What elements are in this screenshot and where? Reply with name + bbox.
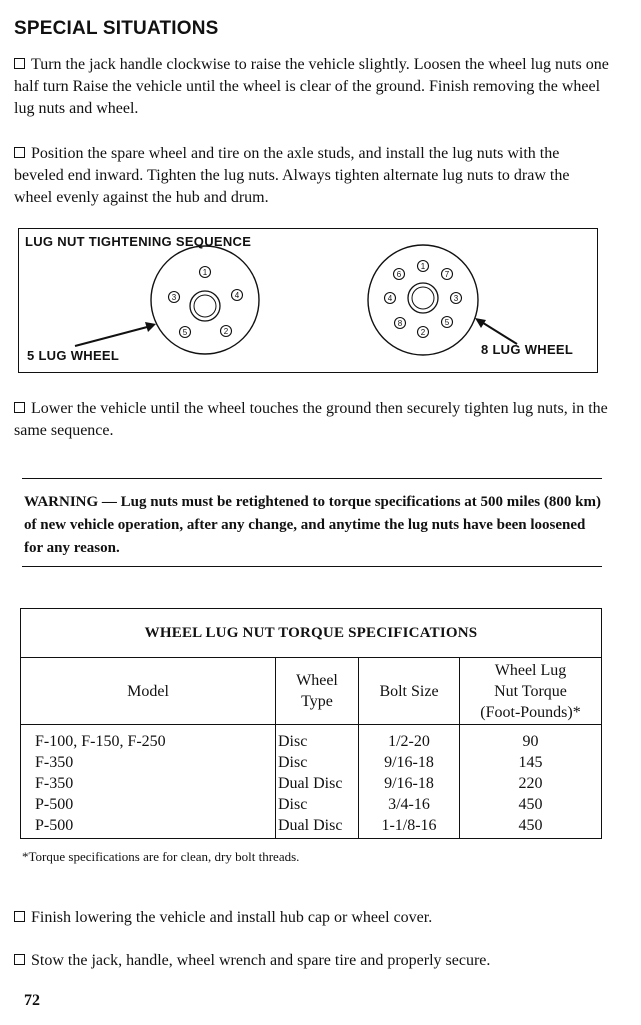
header-wheel-type-line2: Type [301, 693, 333, 710]
cell-bolt-size: 9/16-18 [359, 773, 460, 794]
table-row [21, 725, 602, 753]
header-torque-line1: Wheel Lug [494, 661, 567, 679]
cell-torque: 145 [460, 752, 602, 773]
cell-wheel-type: Disc [276, 725, 359, 753]
lug-nut-number: 4 [387, 294, 393, 303]
step-install-hubcap-text: Finish lowering the vehicle and install hub cap or wheel cover. [31, 909, 433, 926]
step-stow-tools [14, 950, 609, 972]
checkbox-icon [14, 58, 25, 69]
cell-bolt-size: 1-1/8-16 [359, 815, 460, 839]
step-install-spare-text: Position the spare wheel and tire on the axle studs, and install the lug nuts with the beveled end inward. Tighten the lug nuts. Always tighten alternate lug nuts to draw the wheel evenly against the hub and drum. [14, 145, 570, 206]
cell-bolt-size: 3/4-16 [359, 794, 460, 815]
table-row [21, 815, 602, 839]
header-torque-line2: Nut Torque [494, 682, 567, 700]
torque-spec-table [20, 608, 602, 839]
step-raise-vehicle-text: Turn the jack handle clockwise to raise the vehicle slightly. Loosen the wheel lug nuts one half turn Raise the vehicle until the wheel is clear of the ground. Finish removing the wheel lug nuts and wheel. [14, 56, 609, 117]
five-lug-nut-numbers [169, 267, 243, 338]
header-torque-line3: (Foot-Pounds)* [480, 703, 581, 721]
checkbox-icon [14, 147, 25, 158]
section-heading: SPECIAL SITUATIONS [14, 18, 219, 39]
cell-model: P-500 [21, 794, 276, 815]
cell-model: P-500 [21, 815, 276, 839]
checkbox-icon [14, 402, 25, 413]
cell-model: F-350 [21, 752, 276, 773]
cell-bolt-size: 9/16-18 [359, 752, 460, 773]
lug-nut-number: 3 [453, 294, 459, 303]
header-torque [460, 658, 602, 725]
cell-torque: 450 [460, 815, 602, 839]
lug-nut-number: 2 [223, 327, 229, 336]
lug-nut-number: 7 [444, 270, 450, 279]
table-footnote: *Torque specifications are for clean, dry bolt threads. [22, 849, 300, 864]
step-raise-vehicle [14, 54, 609, 120]
warning-top-rule [22, 478, 602, 479]
step-lower-vehicle [14, 398, 609, 442]
cell-torque: 450 [460, 794, 602, 815]
header-bolt-size: Bolt Size [359, 658, 460, 725]
lug-nut-number: 4 [234, 291, 240, 300]
page-number: 72 [24, 992, 40, 1009]
checkbox-icon [14, 911, 25, 922]
lug-nut-number: 5 [444, 318, 450, 327]
eight-lug-label: 8 LUG WHEEL [481, 342, 574, 357]
eight-lug-arrow-icon [475, 318, 517, 344]
cell-wheel-type: Dual Disc [276, 773, 359, 794]
header-model: Model [21, 658, 276, 725]
lug-nut-number: 1 [202, 268, 208, 277]
table-row [21, 773, 602, 794]
lug-nut-number: 3 [171, 293, 177, 302]
checkbox-icon [14, 954, 25, 965]
cell-wheel-type: Dual Disc [276, 815, 359, 839]
diagram-title: LUG NUT TIGHTENING SEQUENCE [25, 234, 252, 249]
table-row [21, 752, 602, 773]
five-lug-label: 5 LUG WHEEL [27, 348, 120, 363]
cell-bolt-size: 1/2-20 [359, 725, 460, 753]
cell-wheel-type: Disc [276, 752, 359, 773]
lug-nut-number: 6 [396, 270, 402, 279]
step-stow-tools-text: Stow the jack, handle, wheel wrench and spare tire and properly secure. [31, 952, 491, 969]
lug-nut-sequence-diagram [18, 228, 598, 373]
eight-lug-nut-numbers [385, 261, 462, 338]
lug-nut-number: 2 [420, 328, 426, 337]
five-lug-arrow-icon [75, 322, 156, 346]
table-title: WHEEL LUG NUT TORQUE SPECIFICATIONS [21, 609, 602, 658]
lug-nut-number: 1 [420, 262, 426, 271]
warning-bottom-rule [22, 566, 602, 567]
header-wheel-type [276, 658, 359, 725]
step-lower-vehicle-text: Lower the vehicle until the wheel touches the ground then securely tighten lug nuts, in the same sequence. [14, 400, 608, 439]
lug-nut-number: 5 [182, 328, 188, 337]
five-lug-wheel [151, 246, 259, 354]
cell-model: F-100, F-150, F-250 [21, 725, 276, 753]
header-wheel-type-line1: Wheel [296, 672, 338, 689]
lug-nut-number: 8 [397, 319, 403, 328]
step-install-spare [14, 143, 609, 209]
cell-wheel-type: Disc [276, 794, 359, 815]
cell-torque: 90 [460, 725, 602, 753]
table-row [21, 794, 602, 815]
step-install-hubcap [14, 907, 609, 929]
cell-model: F-350 [21, 773, 276, 794]
warning-text: WARNING — Lug nuts must be retightened to torque specifications at 500 miles (800 km) of new vehicle operation, after any change, and anytime the lug nuts have been loosened for any reason. [24, 494, 601, 556]
cell-torque: 220 [460, 773, 602, 794]
